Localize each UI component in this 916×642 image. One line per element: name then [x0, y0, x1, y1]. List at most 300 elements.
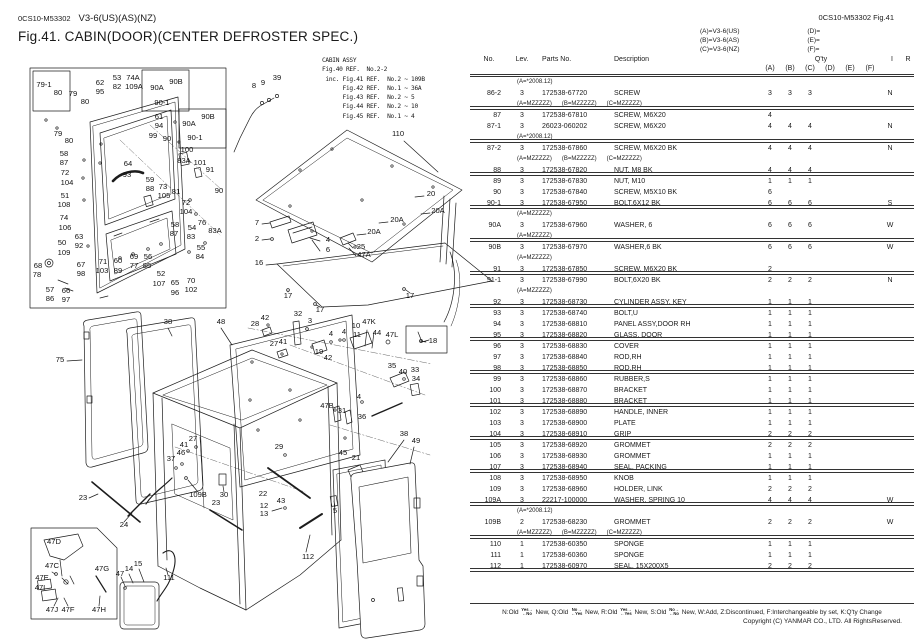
cell-qty: [820, 396, 840, 406]
callout-label: 90B: [169, 77, 183, 86]
callout-label: 38: [163, 317, 173, 326]
cell-qty: 2: [768, 266, 772, 273]
side-panel-art: [221, 315, 360, 487]
cell-description: SCREW: [614, 90, 641, 97]
callout-label: 14: [124, 564, 134, 573]
cell-qty: [820, 517, 840, 528]
callout-label: 4: [328, 329, 334, 338]
cell-description: GROMMET: [614, 442, 651, 449]
cell-no: 111: [490, 552, 501, 559]
callout-label: 71: [98, 257, 108, 266]
cell-lev: 3: [520, 123, 524, 130]
note-row: (A=MZZZZZ) (B=MZZZZZ) (C=MZZZZZ): [470, 528, 914, 539]
document-number: 0CS10-M53302: [18, 14, 71, 23]
callout-label: 109: [57, 248, 71, 257]
callout-label: 7: [254, 218, 260, 227]
cell-r: [900, 462, 912, 472]
cell-lev: 3: [520, 431, 524, 438]
callout-label: 20A: [367, 227, 381, 236]
callout-label: 18: [428, 336, 438, 345]
cell-qty: 1: [768, 453, 772, 460]
table-row: [470, 396, 914, 407]
cabin-frame-art: [146, 350, 341, 610]
cell-i: [880, 418, 900, 429]
col-parts: Parts No.: [542, 56, 572, 63]
cell-qty: 2: [768, 563, 772, 570]
cell-qty: [840, 352, 860, 363]
callout-label: 58: [170, 220, 180, 229]
cell-description: NUT, M10: [614, 178, 646, 185]
callout-label: 11: [353, 330, 361, 339]
callout-label: 99: [148, 131, 158, 140]
footer-rule: [470, 603, 914, 604]
cell-description: SCREW, M6X20: [614, 112, 666, 119]
table-row: [470, 385, 914, 396]
cell-qty: [820, 110, 840, 121]
cell-qty: 1: [788, 552, 792, 559]
callout-labels: [33, 73, 446, 614]
cell-description: WASHER,6 BK: [614, 244, 662, 251]
cell-no: 87-2: [486, 145, 501, 152]
cell-qty: 4: [788, 497, 792, 504]
cell-no: 87-1: [486, 123, 501, 130]
callout-label: 25: [356, 242, 366, 251]
cell-no: 86-2: [486, 90, 501, 97]
table-row: [470, 330, 914, 341]
table-row: [470, 473, 914, 484]
cell-qty: 1: [808, 409, 812, 416]
cell-lev: 3: [520, 398, 524, 405]
callout-label: 105: [157, 191, 171, 200]
cell-i: [880, 429, 900, 439]
note-row: (A=MZZZZZ) (B=MZZZZZ) (C=MZZZZZ): [517, 156, 642, 162]
callout-label: 104: [179, 207, 193, 216]
cell-r: [900, 484, 912, 495]
cell-i: W: [886, 497, 894, 504]
cell-qty: 1: [808, 464, 812, 471]
callout-label: 47A: [357, 250, 371, 259]
cell-qty: 1: [788, 332, 792, 339]
cell-qty: 1: [808, 343, 812, 350]
cell-qty: 2: [768, 486, 772, 493]
cell-qty: 4: [788, 145, 792, 152]
cell-qty: [820, 330, 840, 340]
cell-partno: 172538-67960: [542, 222, 588, 229]
document-number-right: 0CS10-M53302 Fig.41: [818, 13, 894, 22]
cell-no: 95: [493, 332, 501, 339]
cell-lev: 3: [520, 321, 524, 328]
table-row: [470, 308, 914, 319]
copyright: Copyright (C) YANMAR CO., LTD. All RightsReserved.: [742, 618, 902, 625]
cell-qty: [820, 418, 840, 429]
cell-qty: 4: [788, 167, 792, 174]
callout-label: 41: [179, 440, 189, 449]
cabin-assy-ref-block: [322, 56, 425, 121]
cell-i: [880, 297, 900, 307]
cell-i: [880, 352, 900, 363]
cell-qty: 2: [808, 563, 812, 570]
cell-qty: 3: [788, 90, 792, 97]
cell-partno: 172538-68840: [542, 354, 588, 361]
cell-no: 102: [489, 409, 501, 416]
cell-qty: [840, 275, 860, 286]
callout-label: 63: [74, 232, 84, 241]
cell-i: [880, 484, 900, 495]
cell-qty: [820, 462, 840, 472]
cell-no: 108: [489, 475, 501, 482]
callout-label: 97: [61, 295, 71, 304]
cell-i: [880, 176, 900, 187]
cell-partno: 172538-67950: [542, 200, 588, 207]
cell-partno: 172538-67830: [542, 178, 588, 185]
cell-qty: [820, 429, 840, 439]
cell-qty: [860, 275, 880, 286]
cell-qty: [860, 473, 880, 484]
cell-partno: 172538-68880: [542, 398, 588, 405]
cell-r: [900, 176, 912, 187]
callout-label: 98: [76, 269, 86, 278]
cell-description: SCREW, M5X10 BK: [614, 189, 678, 196]
qty-subcol: (F): [865, 65, 875, 72]
cell-no: 106: [489, 453, 501, 460]
cell-qty: 1: [788, 398, 792, 405]
cell-qty: [820, 242, 840, 253]
table-row: [470, 176, 914, 187]
cell-r: [900, 330, 912, 340]
cell-qty: [860, 352, 880, 363]
col-lev: Lev.: [515, 56, 529, 63]
cell-qty: 1: [768, 310, 772, 317]
note-row: (A=*2008.12): [517, 508, 553, 514]
callout-label: 88: [145, 184, 155, 193]
callout-label: 46: [176, 448, 186, 457]
cell-qty: 1: [808, 398, 812, 405]
cell-i: [880, 561, 900, 571]
cell-r: [900, 561, 912, 571]
cell-qty: [860, 517, 880, 528]
callout-label: 83A: [177, 156, 191, 165]
cell-description: GLASS, DOOR: [614, 332, 663, 339]
cell-qty: [820, 341, 840, 352]
table-row: [470, 407, 914, 418]
cell-no: 94: [493, 321, 501, 328]
cell-qty: 1: [768, 376, 772, 383]
cell-qty: [840, 517, 860, 528]
cell-r: [900, 341, 912, 352]
callout-label: 90A: [150, 83, 164, 92]
cell-r: [900, 363, 912, 373]
callout-label: 34: [411, 374, 421, 383]
header-left: [18, 8, 358, 44]
cell-r: [900, 440, 912, 451]
cell-qty: [860, 220, 880, 231]
cell-r: [900, 187, 912, 198]
callout-label: 95: [95, 87, 105, 96]
callout-label: 108: [57, 200, 71, 209]
cell-lev: 3: [520, 497, 524, 504]
callout-label: 20: [426, 189, 436, 198]
cell-description: GROMMET: [614, 453, 651, 460]
table-row: [470, 429, 914, 440]
qty-subcol: (B): [785, 65, 795, 72]
cell-qty: [840, 407, 860, 418]
callout-label: 57: [45, 285, 55, 294]
cell-description: PANEL ASSY,DOOR RH: [614, 321, 691, 328]
cell-qty: [820, 198, 840, 208]
cell-qty: 2: [768, 431, 772, 438]
cell-partno: 172538-68940: [542, 464, 588, 471]
cell-qty: [820, 440, 840, 451]
cell-qty: [820, 165, 840, 175]
cell-partno: 172538-68820: [542, 332, 588, 339]
cell-qty: 1: [788, 387, 792, 394]
cell-qty: [860, 550, 880, 561]
cell-qty: 1: [808, 541, 812, 548]
cell-i: [880, 462, 900, 472]
callout-label: 45: [338, 448, 348, 457]
callout-label: 82: [112, 82, 122, 91]
cell-qty: 6: [808, 244, 812, 251]
cell-no: 91: [493, 266, 501, 273]
cell-description: WASHER, 6: [614, 222, 653, 229]
cell-description: GROMMET: [614, 519, 651, 526]
cell-qty: [840, 121, 860, 132]
cell-qty: 1: [768, 420, 772, 427]
cell-qty: [820, 473, 840, 484]
cell-partno: 172538-67970: [542, 244, 588, 251]
callout-label: 106: [58, 223, 72, 232]
cell-qty: 1: [788, 541, 792, 548]
callout-label: 13: [259, 509, 269, 518]
callout-label: 66: [61, 286, 71, 295]
note-row: (A=*2008.12): [517, 79, 553, 85]
note-row: (A=MZZZZZ) (B=MZZZZZ) (C=MZZZZZ): [470, 99, 914, 110]
cell-qty: 1: [788, 310, 792, 317]
cell-qty: 1: [808, 310, 812, 317]
callout-label: 90: [162, 134, 172, 143]
callout-label: 9: [260, 78, 266, 87]
cell-qty: [820, 495, 840, 505]
cell-qty: 4: [808, 167, 812, 174]
header-rule: [470, 74, 914, 77]
interchange-arrows: No→ ←No: [669, 606, 679, 617]
cell-i: [880, 264, 900, 274]
cell-description: NUT, M8 BK: [614, 167, 653, 174]
cell-description: HANDLE, INNER: [614, 409, 669, 416]
cell-i: [880, 550, 900, 561]
cell-i: [880, 308, 900, 319]
cell-r: [900, 451, 912, 462]
cell-qty: [840, 550, 860, 561]
table-row: [470, 88, 914, 99]
callout-label: 92: [74, 241, 84, 250]
callout-label: 90: [214, 186, 224, 195]
cell-r: [900, 385, 912, 396]
cell-qty: [820, 143, 840, 154]
cell-qty: [840, 484, 860, 495]
cell-qty: [860, 363, 880, 373]
cell-qty: 1: [788, 365, 792, 372]
cell-partno: 172538-67990: [542, 277, 588, 284]
callout-label: 47G: [94, 564, 110, 573]
cell-lev: 3: [520, 376, 524, 383]
cell-qty: 2: [808, 431, 812, 438]
callout-label: 101: [193, 158, 207, 167]
cell-r: [900, 275, 912, 286]
cell-qty: 6: [788, 222, 792, 229]
cell-qty: [860, 451, 880, 462]
cell-description: COVER: [614, 343, 639, 350]
cell-lev: 3: [520, 475, 524, 482]
callout-label: 4: [356, 392, 362, 401]
cell-i: [880, 110, 900, 121]
callout-label: 21: [351, 453, 361, 462]
cell-qty: [840, 198, 860, 208]
callout-label: 68: [33, 261, 43, 270]
note-row: (A=MZZZZZ): [517, 288, 552, 294]
cell-description: PLATE: [614, 420, 636, 427]
cell-qty: [840, 297, 860, 307]
cell-lev: 3: [520, 145, 524, 152]
cell-lev: 3: [520, 332, 524, 339]
cell-qty: 2: [768, 277, 772, 284]
pipe-art: [234, 98, 274, 152]
parts-table: [470, 50, 914, 572]
cell-description: BRACKET: [614, 398, 648, 405]
callout-label: 17: [405, 291, 415, 300]
cell-qty: [780, 110, 800, 121]
cell-qty: 2: [808, 442, 812, 449]
cell-qty: 1: [768, 409, 772, 416]
qty-subcolumns: [760, 65, 880, 72]
cell-r: [900, 88, 912, 99]
cell-lev: 3: [520, 343, 524, 350]
cell-qty: 1: [768, 398, 772, 405]
cell-no: 93: [493, 310, 501, 317]
qty-subcol: (E): [845, 65, 855, 72]
ref-line: Fig.42 REF. No.1 ~ 36A: [322, 84, 422, 92]
cell-i: [880, 187, 900, 198]
callout-label: 80: [64, 136, 74, 145]
table-row: [470, 418, 914, 429]
callout-label: 70: [186, 276, 196, 285]
callout-label: 87: [59, 158, 69, 167]
cell-qty: [840, 319, 860, 330]
table-row: [470, 220, 914, 231]
cell-qty: 1: [768, 552, 772, 559]
cell-qty: 1: [768, 178, 772, 185]
cell-partno: 172538-68920: [542, 442, 588, 449]
callout-label: 72: [181, 198, 191, 207]
variant-item: (C)=V3-6(NZ): [700, 46, 740, 53]
door-panel-art: [45, 97, 207, 298]
cell-partno: 172538-68230: [542, 519, 588, 526]
callout-label: 107: [152, 279, 166, 288]
callout-label: 103: [95, 266, 109, 275]
callout-label: 109B: [189, 490, 207, 499]
cell-description: RUBBER,S: [614, 376, 650, 383]
cell-qty: [860, 385, 880, 396]
table-row: [470, 440, 914, 451]
cell-partno: 172538-68730: [542, 299, 588, 306]
cell-r: [900, 429, 912, 439]
cell-i: W: [886, 222, 894, 229]
callout-label: 90-1: [187, 133, 203, 142]
cell-qty: 4: [768, 167, 772, 174]
callout-label: 24: [119, 520, 129, 529]
callout-label: 100: [180, 145, 194, 154]
cell-qty: 1: [788, 354, 792, 361]
cell-r: [900, 539, 912, 550]
table-row: [470, 550, 914, 561]
cell-qty: [820, 550, 840, 561]
cell-qty: 1: [788, 343, 792, 350]
cell-partno: 172538-68860: [542, 376, 588, 383]
callout-label: 72: [60, 168, 70, 177]
callout-label: 35: [387, 361, 397, 370]
callout-label: 75: [55, 355, 65, 364]
cell-no: 90-1: [486, 200, 501, 207]
callout-label: 80: [53, 88, 63, 97]
cell-qty: [840, 418, 860, 429]
cell-qty: [860, 418, 880, 429]
cell-r: [900, 473, 912, 484]
cell-no: 90B: [488, 244, 501, 251]
col-i: I: [891, 56, 893, 63]
cell-description: HOLDER, LINK: [614, 486, 663, 493]
cell-description: SCREW, M6X20 BK: [614, 145, 678, 152]
cell-partno: 26023-060202: [542, 123, 588, 130]
cell-r: [900, 374, 912, 385]
cell-i: N: [887, 145, 893, 152]
cell-qty: [820, 308, 840, 319]
callout-label: 84: [195, 252, 205, 261]
cell-lev: 3: [520, 420, 524, 427]
table-body: [470, 77, 914, 572]
cell-r: [900, 319, 912, 330]
cell-qty: 1: [808, 365, 812, 372]
cell-partno: 172538-60350: [542, 541, 588, 548]
cell-lev: 3: [520, 409, 524, 416]
cell-qty: [840, 187, 860, 198]
qty-subcol: (D): [825, 65, 835, 72]
cell-qty: [840, 495, 860, 505]
cell-partno: 172538-68740: [542, 310, 588, 317]
cell-lev: 3: [520, 442, 524, 449]
callout-label: 27: [269, 339, 279, 348]
cell-lev: 3: [520, 189, 524, 196]
cell-qty: [820, 176, 840, 187]
cell-qty: [840, 429, 860, 439]
col-qty: Q'ty: [814, 56, 828, 63]
cell-qty: [840, 220, 860, 231]
table-row: [470, 363, 914, 374]
callout-label: 90A: [182, 119, 196, 128]
cell-lev: 2: [520, 519, 524, 526]
table-row: [470, 275, 914, 286]
cell-no: 97: [493, 354, 501, 361]
cell-qty: [860, 110, 880, 121]
callout-label: 47J: [45, 605, 59, 614]
cell-qty: [860, 484, 880, 495]
callout-label: 90-1: [154, 98, 170, 107]
door-detail-inset: [30, 68, 226, 308]
cell-qty: [840, 451, 860, 462]
cell-description: WASHER, SPRING 10: [614, 497, 685, 504]
cell-qty: [840, 110, 860, 121]
trim-strips-art: [89, 454, 363, 552]
callout-label: 74A: [126, 73, 140, 82]
